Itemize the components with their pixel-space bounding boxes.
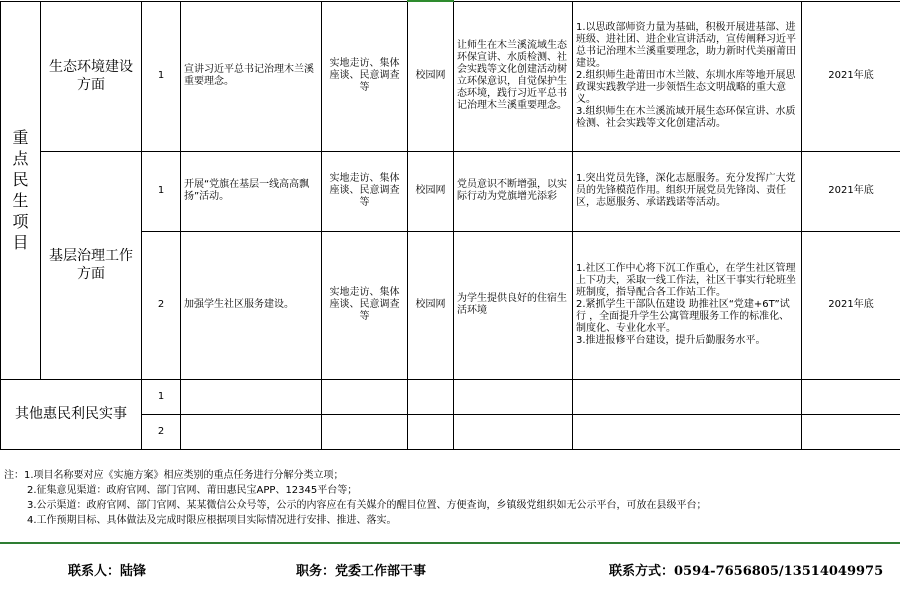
project-content: 宣讲习近平总书记治理木兰溪重要理念。 [181,1,322,151]
note-line: 注：1.项目名称要对应《实施方案》相应类别的重点任务进行分解分类立项； [4,470,344,481]
category-char: 目 [12,233,29,252]
empty-cell [454,414,573,449]
measure-item: 1.突出党员先锋，深化志愿服务。充分发挥广大党员的先锋模范作用。组织开展党员先锋岗、责任区，志愿服务、承诺践诺等活动。 [576,173,796,208]
empty-cell [802,414,900,449]
contact-info: 联系方式：0594-7656805/13514049975 [609,564,884,579]
measure-item: 3.组织师生在木兰溪流域开展生态环保宣讲、水质检测、社会实践等文化创建活动。 [576,106,796,129]
category-char: 生 [12,191,29,210]
empty-cell [408,379,454,414]
deadline: 2021年底 [802,151,900,231]
footer-divider [0,542,900,544]
expected-goal: 让师生在木兰溪流域生态环保宣讲、水质检测、社会实践等文化创建活动树立环保意识，自觉保护生态环境，践行习近平总书记治理木兰溪重要理念。 [454,1,573,151]
expected-goal: 党员意识不断增强，以实际行动为党旗增光添彩 [454,151,573,231]
row-number: 1 [142,379,181,414]
deadline: 2021年底 [802,231,900,379]
note-line: 2.征集意见渠道：政府官网、部门官网、莆田惠民宝APP、12345平台等； [27,485,358,496]
row-number: 1 [142,1,181,151]
contact-person: 联系人：陆锋 [68,564,147,579]
measure-item: 1.以思政部师资力量为基础，积极开展进基部、进班级、进社团、进企业宣讲活动，宣传阐释习近平总书记治理木兰溪重要理念，助力新时代美丽莆田建设。 [576,22,796,69]
row-number: 2 [142,231,181,379]
opinion-channel: 实地走访、集体座谈、民意调查等 [322,231,408,379]
measure-item: 1.社区工作中心将下沉工作重心，在学生社区管理上下功夫，采取一线工作法，社区干事实行轮班坐班制度，指导配合各工作站工作。 [576,263,796,298]
section-name: 生态环境建设方面 [41,1,142,151]
row-number: 1 [142,151,181,231]
empty-cell [454,379,573,414]
opinion-channel: 实地走访、集体座谈、民意调查等 [322,1,408,151]
publicity-channel: 校园网 [408,151,454,231]
measure-item: 3.推进报修平台建设，提升后勤服务水平。 [576,335,766,346]
category-char: 项 [12,212,29,231]
empty-cell [573,379,802,414]
project-content: 开展“党旗在基层一线高高飘扬”活动。 [181,151,322,231]
publicity-channel: 校园网 [408,1,454,151]
note-line: 3.公示渠道：政府官网、部门官网、某某微信公众号等，公示的内容应在有关媒介的醒目位置、方便查询，乡镇级党组织如无公示平台，可放在县级平台； [27,500,707,511]
category-char: 民 [12,170,29,189]
measure-item: 2.紧抓学生干部队伍建设 助推社区“党建+6T”试行 ，全面提升学生公寓管理服务工作的标准化、制度化、专业化水平。 [576,299,790,334]
section-name: 基层治理工作方面 [41,151,142,379]
empty-cell [322,414,408,449]
empty-cell [573,414,802,449]
project-content: 加强学生社区服务建设。 [181,231,322,379]
category-char: 点 [12,149,29,168]
empty-cell [322,379,408,414]
notes-block [4,468,894,528]
expected-goal: 为学生提供良好的住宿生活环境 [454,231,573,379]
measures-cell [573,1,802,151]
category-char: 重 [12,128,29,147]
measures-cell [573,151,802,231]
empty-cell [408,414,454,449]
contact-position: 职务：党委工作部干事 [296,564,427,579]
other-section-name: 其他惠民利民实事 [1,379,142,449]
opinion-channel: 实地走访、集体座谈、民意调查等 [322,151,408,231]
empty-cell [181,379,322,414]
empty-cell [181,414,322,449]
deadline: 2021年底 [802,1,900,151]
empty-cell [802,379,900,414]
publicity-channel: 校园网 [408,231,454,379]
measure-item: 2.组织师生赴莆田市木兰陂、东圳水库等地开展思政课实践教学进一步领悟生态文明战略的重大意义。 [576,70,796,105]
category-major-cell [1,1,41,379]
measures-cell [573,231,802,379]
row-number: 2 [142,414,181,449]
note-line: 4.工作预期目标、具体做法及完成时限应根据项目实际情况进行安排、推进、落实。 [27,515,397,526]
